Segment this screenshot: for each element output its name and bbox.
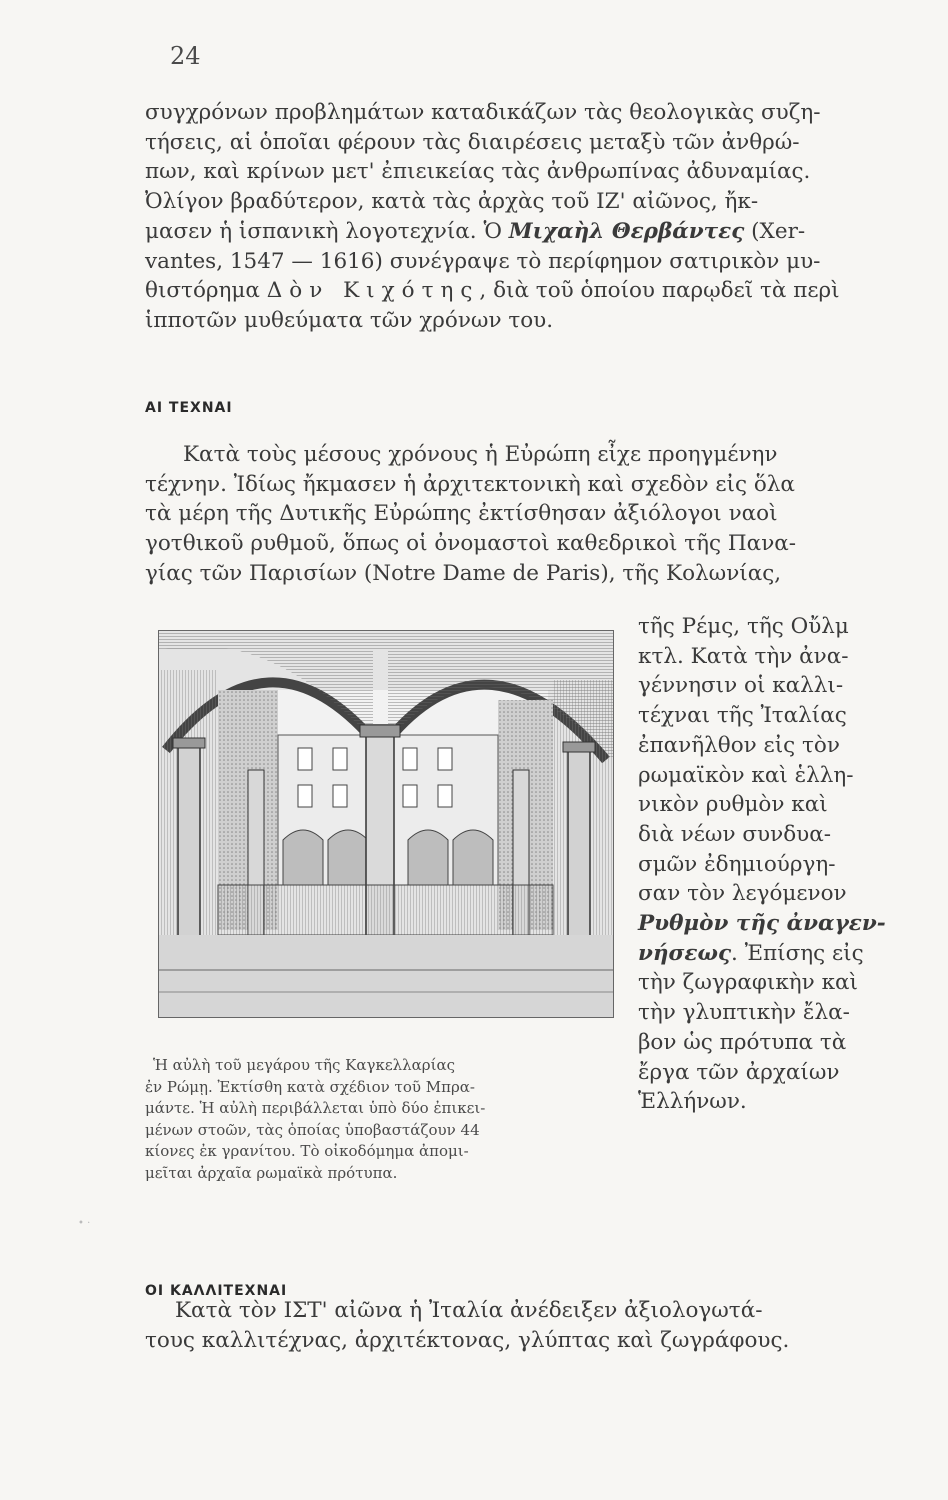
- text-line: βον ὡς πρότυπα τὰ: [638, 1029, 847, 1055]
- text-line: τὴν γλυπτικὴν ἔλα-: [638, 1000, 850, 1026]
- text-line: [638, 939, 868, 969]
- text-run: (Xer-: [744, 218, 806, 244]
- courtyard-illustration: [158, 630, 614, 1018]
- text-line: γοτθικοῦ ρυθμοῦ, ὅπως οἱ ὀνομαστοὶ καθεδρικοὶ τῆς Πανα-: [145, 531, 797, 557]
- renaissance-style-term: Ρυθμὸν τῆς ἀναγεν-: [638, 911, 886, 937]
- text-line: τους καλλιτέχνας, ἀρχιτέκτονας, γλύπτας καὶ ζωγράφους.: [145, 1327, 790, 1353]
- text-line: τὴν ζωγραφικὴν καὶ: [638, 970, 858, 996]
- text-line: διὰ νέων συνδυα-: [638, 821, 831, 847]
- text-line: σαν τὸν λεγόμενον: [638, 881, 847, 907]
- text-line: ἐπανῆλθον εἰς τὸν: [638, 732, 840, 758]
- name-cervantes: Μιχαὴλ Θερβάντες: [508, 218, 745, 244]
- intro-paragraph: [145, 98, 850, 336]
- print-smudge: • ·: [78, 1218, 91, 1229]
- text-line: τέχναι τῆς Ἰταλίας: [638, 703, 847, 729]
- text-line: ρωμαϊκὸν καὶ ἑλλη-: [638, 762, 854, 788]
- text-run: . Ἐπίσης εἰς: [731, 940, 864, 966]
- text-line: γίας τῶν Παρισίων (Notre Dame de Paris), τῆς Κολωνίας,: [145, 560, 782, 586]
- caption-line: μεῖται ἀρχαῖα ρωμαϊκὰ πρότυπα.: [145, 1163, 398, 1182]
- text-line: Κατὰ τὸν ΙΣΤ' αἰῶνα ἡ Ἰταλία ἀνέδειξεν ἀξιολογωτά-: [175, 1298, 763, 1323]
- text-line: νικὸν ρυθμὸν καὶ: [638, 792, 828, 818]
- figure-caption: [145, 1055, 620, 1184]
- text-line: Ὀλίγον βραδύτερον, κατὰ τὰς ἀρχὰς τοῦ ΙΖ' αἰῶνος, ἤκ-: [145, 189, 759, 215]
- text-run: θιστόρημα: [145, 278, 267, 304]
- text-line: Ἑλλήνων.: [638, 1089, 747, 1115]
- side-column-text: [638, 612, 886, 1117]
- text-run: , διὰ τοῦ ὁποίου παρῳδεῖ τὰ περὶ: [479, 278, 840, 304]
- text-line: ἱπποτῶν μυθεύματα τῶν χρόνων του.: [145, 307, 554, 333]
- renaissance-style-term-end: νήσεως: [638, 940, 732, 966]
- text-line: κτλ. Κατὰ τὴν ἀνα-: [638, 643, 849, 669]
- caption-line: ἐν Ρώμῃ. Ἐκτίσθη κατὰ σχέδιον τοῦ Μπρα-: [145, 1077, 475, 1096]
- section-heading-arts: ΑΙ ΤΕΧΝΑΙ: [145, 400, 233, 416]
- section-heading-artists: ΟΙ ΚΑΛΛΙΤΕΧΝΑΙ: [145, 1283, 288, 1299]
- text-line: τῆς Ρέμς, τῆς Οὔλμ: [638, 614, 849, 639]
- text-line: ἔργα τῶν ἀρχαίων: [638, 1059, 840, 1085]
- caption-line: μάντε. Ἡ αὐλὴ περιβάλλεται ὑπὸ δύο ἐπικει-: [145, 1099, 486, 1117]
- text-line: σμῶν ἐδημιούργη-: [638, 851, 836, 877]
- artists-paragraph: [145, 1296, 850, 1355]
- text-line: vantes, 1547 — 1616) συνέγραψε τὸ περίφημον σατιρικὸν μυ-: [145, 248, 821, 274]
- caption-line: κίονες ἐκ γρανίτου. Τὸ οἰκοδόμημα ἀπομι-: [145, 1142, 469, 1160]
- title-don-quixote: Δὸν Κιχότης: [266, 278, 480, 304]
- text-line: τήσεις, αἱ ὁποῖαι φέρουν τὰς διαιρέσεις μεταξὺ τῶν ἀνθρώ-: [145, 129, 800, 155]
- text-line: συγχρόνων προβλημάτων καταδικάζων τὰς θεολογικὰς συζη-: [145, 100, 821, 125]
- text-line: [145, 276, 850, 306]
- text-line: πων, καὶ κρίνων μετ' ἐπιεικείας τὰς ἀνθρωπίνας ἀδυναμίας.: [145, 159, 811, 185]
- arts-paragraph: [145, 440, 850, 589]
- text-run: μασεν ἡ ἱσπανικὴ λογοτεχνία. Ὁ: [145, 218, 509, 244]
- text-line: τέχνην. Ἰδίως ἤκμασεν ἡ ἀρχιτεκτονικὴ καὶ σχεδὸν εἰς ὅλα: [145, 471, 795, 497]
- text-line: τὰ μέρη τῆς Δυτικῆς Εὐρώπης ἐκτίσθησαν ἀξιόλογοι ναοὶ: [145, 501, 778, 527]
- text-line: γέννησιν οἱ καλλι-: [638, 673, 844, 699]
- caption-line: Ἡ αὐλὴ τοῦ μεγάρου τῆς Καγκελλαρίας: [153, 1056, 455, 1074]
- text-line: [145, 217, 850, 247]
- caption-line: μένων στοῶν, τὰς ὁποίας ὑποβαστάζουν 44: [145, 1120, 480, 1139]
- page-number: 24: [170, 42, 201, 70]
- text-line: Κατὰ τοὺς μέσους χρόνους ἡ Εὐρώπη εἶχε προηγμένην: [183, 442, 778, 467]
